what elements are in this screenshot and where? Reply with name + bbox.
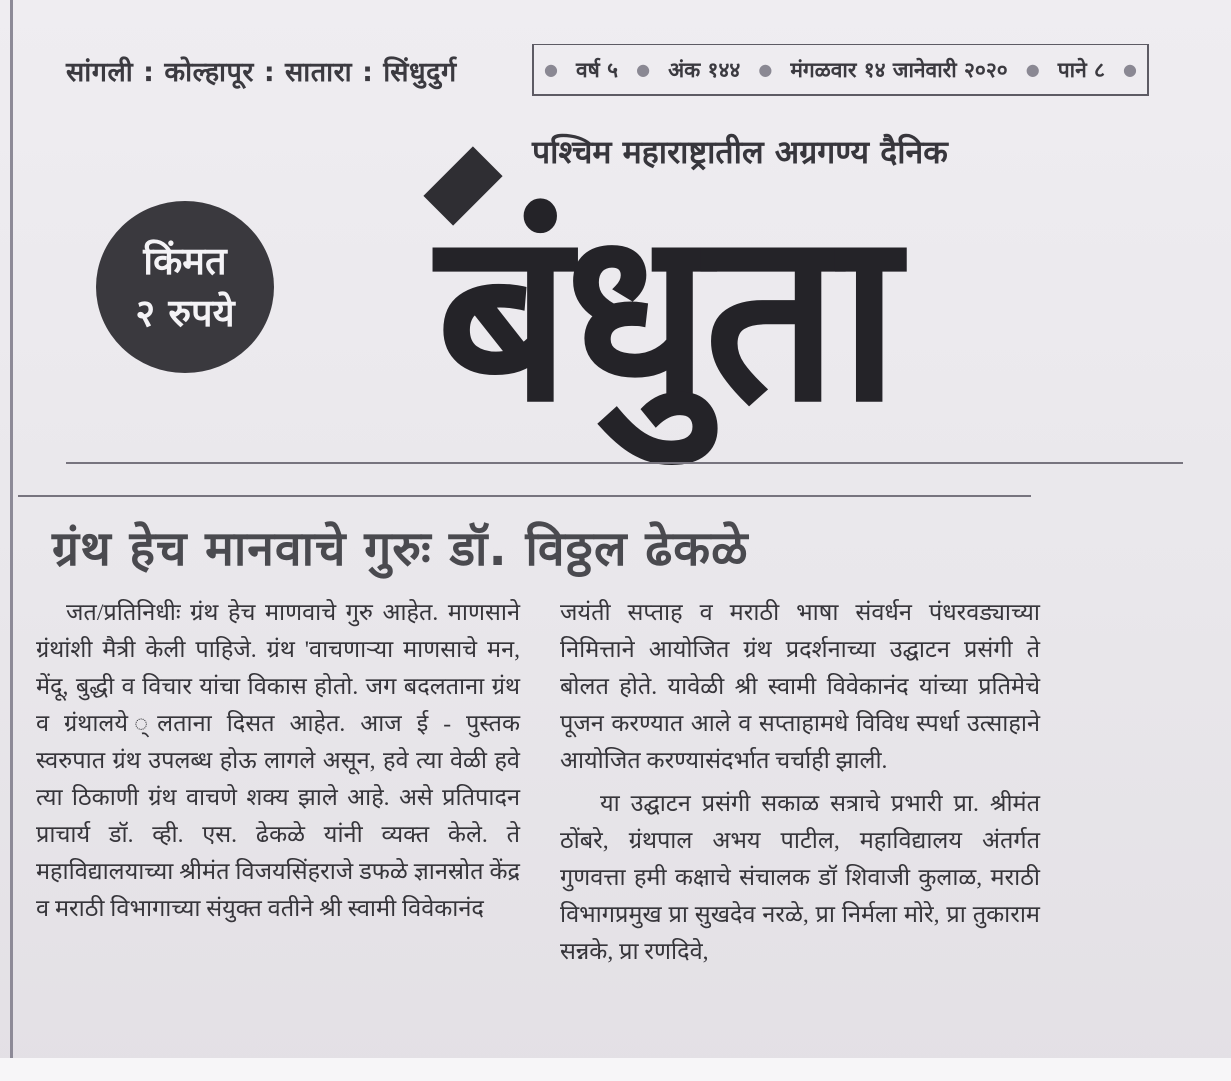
price-value: २ रुपये [135,291,235,335]
page-bottom-margin [0,1058,1231,1081]
bullet-icon: ● [1123,60,1137,79]
newspaper-title: बंधुता [436,176,894,454]
bullet-icon: ● [1025,60,1040,79]
bullet-icon: ● [636,60,651,79]
divider-line [18,495,1031,497]
divider-line [66,462,1183,464]
issue-date: मंगळवार १४ जानेवारी २०२० [790,57,1008,82]
article-paragraph: जत/प्रतिनिधीः ग्रंथ हेच माणवाचे गुरु आहेत. माणसाने ग्रंथांशी मैत्री केली पाहिजे. ग्रंथ 'वाचणाऱ्या माणसाचे मन, मेंदू, बुद्धी व विचार यांचा विकास होतो. जग बदलताना ग्रंथ व ग्रंथालये ्लताना दिसत आहेत. आज ई - पुस्तक स्वरुपात ग्रंथ उपलब्ध होऊ लागले असून, हवे त्या वेळी हवे त्या ठिकाणी ग्रंथ वाचणे शक्य झाले आहे. असे प्रतिपादन प्राचार्य डॉ. व्ही. एस. ढेकळे यांनी व्यक्त केले. ते महाविद्यालयाच्या श्रीमंत विजयसिंहराजे डफळे ज्ञानस्रोत केंद्र व मराठी विभागाच्या संयुक्त वतीने श्री स्वामी विवेकानंद [36,600,520,922]
article-headline: ग्रंथ हेच मानवाचे गुरुः डॉ. विठ्ठल ढेकळे [52,521,749,577]
article-column-left [36,595,520,928]
page-count: पाने ८ [1057,57,1105,82]
bullet-icon: ● [544,60,558,79]
article-paragraph: या उद्घाटन प्रसंगी सकाळ सत्राचे प्रभारी प्रा. श्रीमंत ठोंबरे, ग्रंथपाल अभय पाटील, महाविद्यालय अंतर्गत गुणवत्ता हमी कक्षाचे संचालक डॉ शिवाजी कुलाळ, मराठी विभागप्रमुख प्रा सुखदेव नरळे, प्रा निर्मला मोरे, प्रा तुकाराम सन्नके, प्रा रणदिवे, [560,791,1040,965]
issue-number: अंक १४४ [668,57,741,82]
page-edge-line [10,0,13,1081]
bullet-icon: ● [758,60,773,79]
masthead-tagline: पश्चिम महाराष्ट्रातील अग्रगण्य दैनिक [532,133,948,171]
issue-year: वर्ष ५ [576,57,619,82]
article-column-right [560,595,1040,971]
issue-info-bar [532,44,1149,96]
price-badge [96,201,274,373]
edition-cities: सांगली : कोल्हापूर : सातारा : सिंधुदुर्ग [66,57,457,88]
price-label: किंमत [143,239,227,283]
article-paragraph: जयंती सप्ताह व मराठी भाषा संवर्धन पंधरवड्याच्या निमित्ताने आयोजित ग्रंथ प्रदर्शनाच्या उद्घाटन प्रसंगी ते बोलत होते. यावेळी श्री स्वामी विवेकानंद यांच्या प्रतिमेचे पूजन करण्यात आले व सप्ताहामधे विविध स्पर्धा उत्साहाने आयोजित करण्यासंदर्भात चर्चाही झाली. [560,600,1040,774]
